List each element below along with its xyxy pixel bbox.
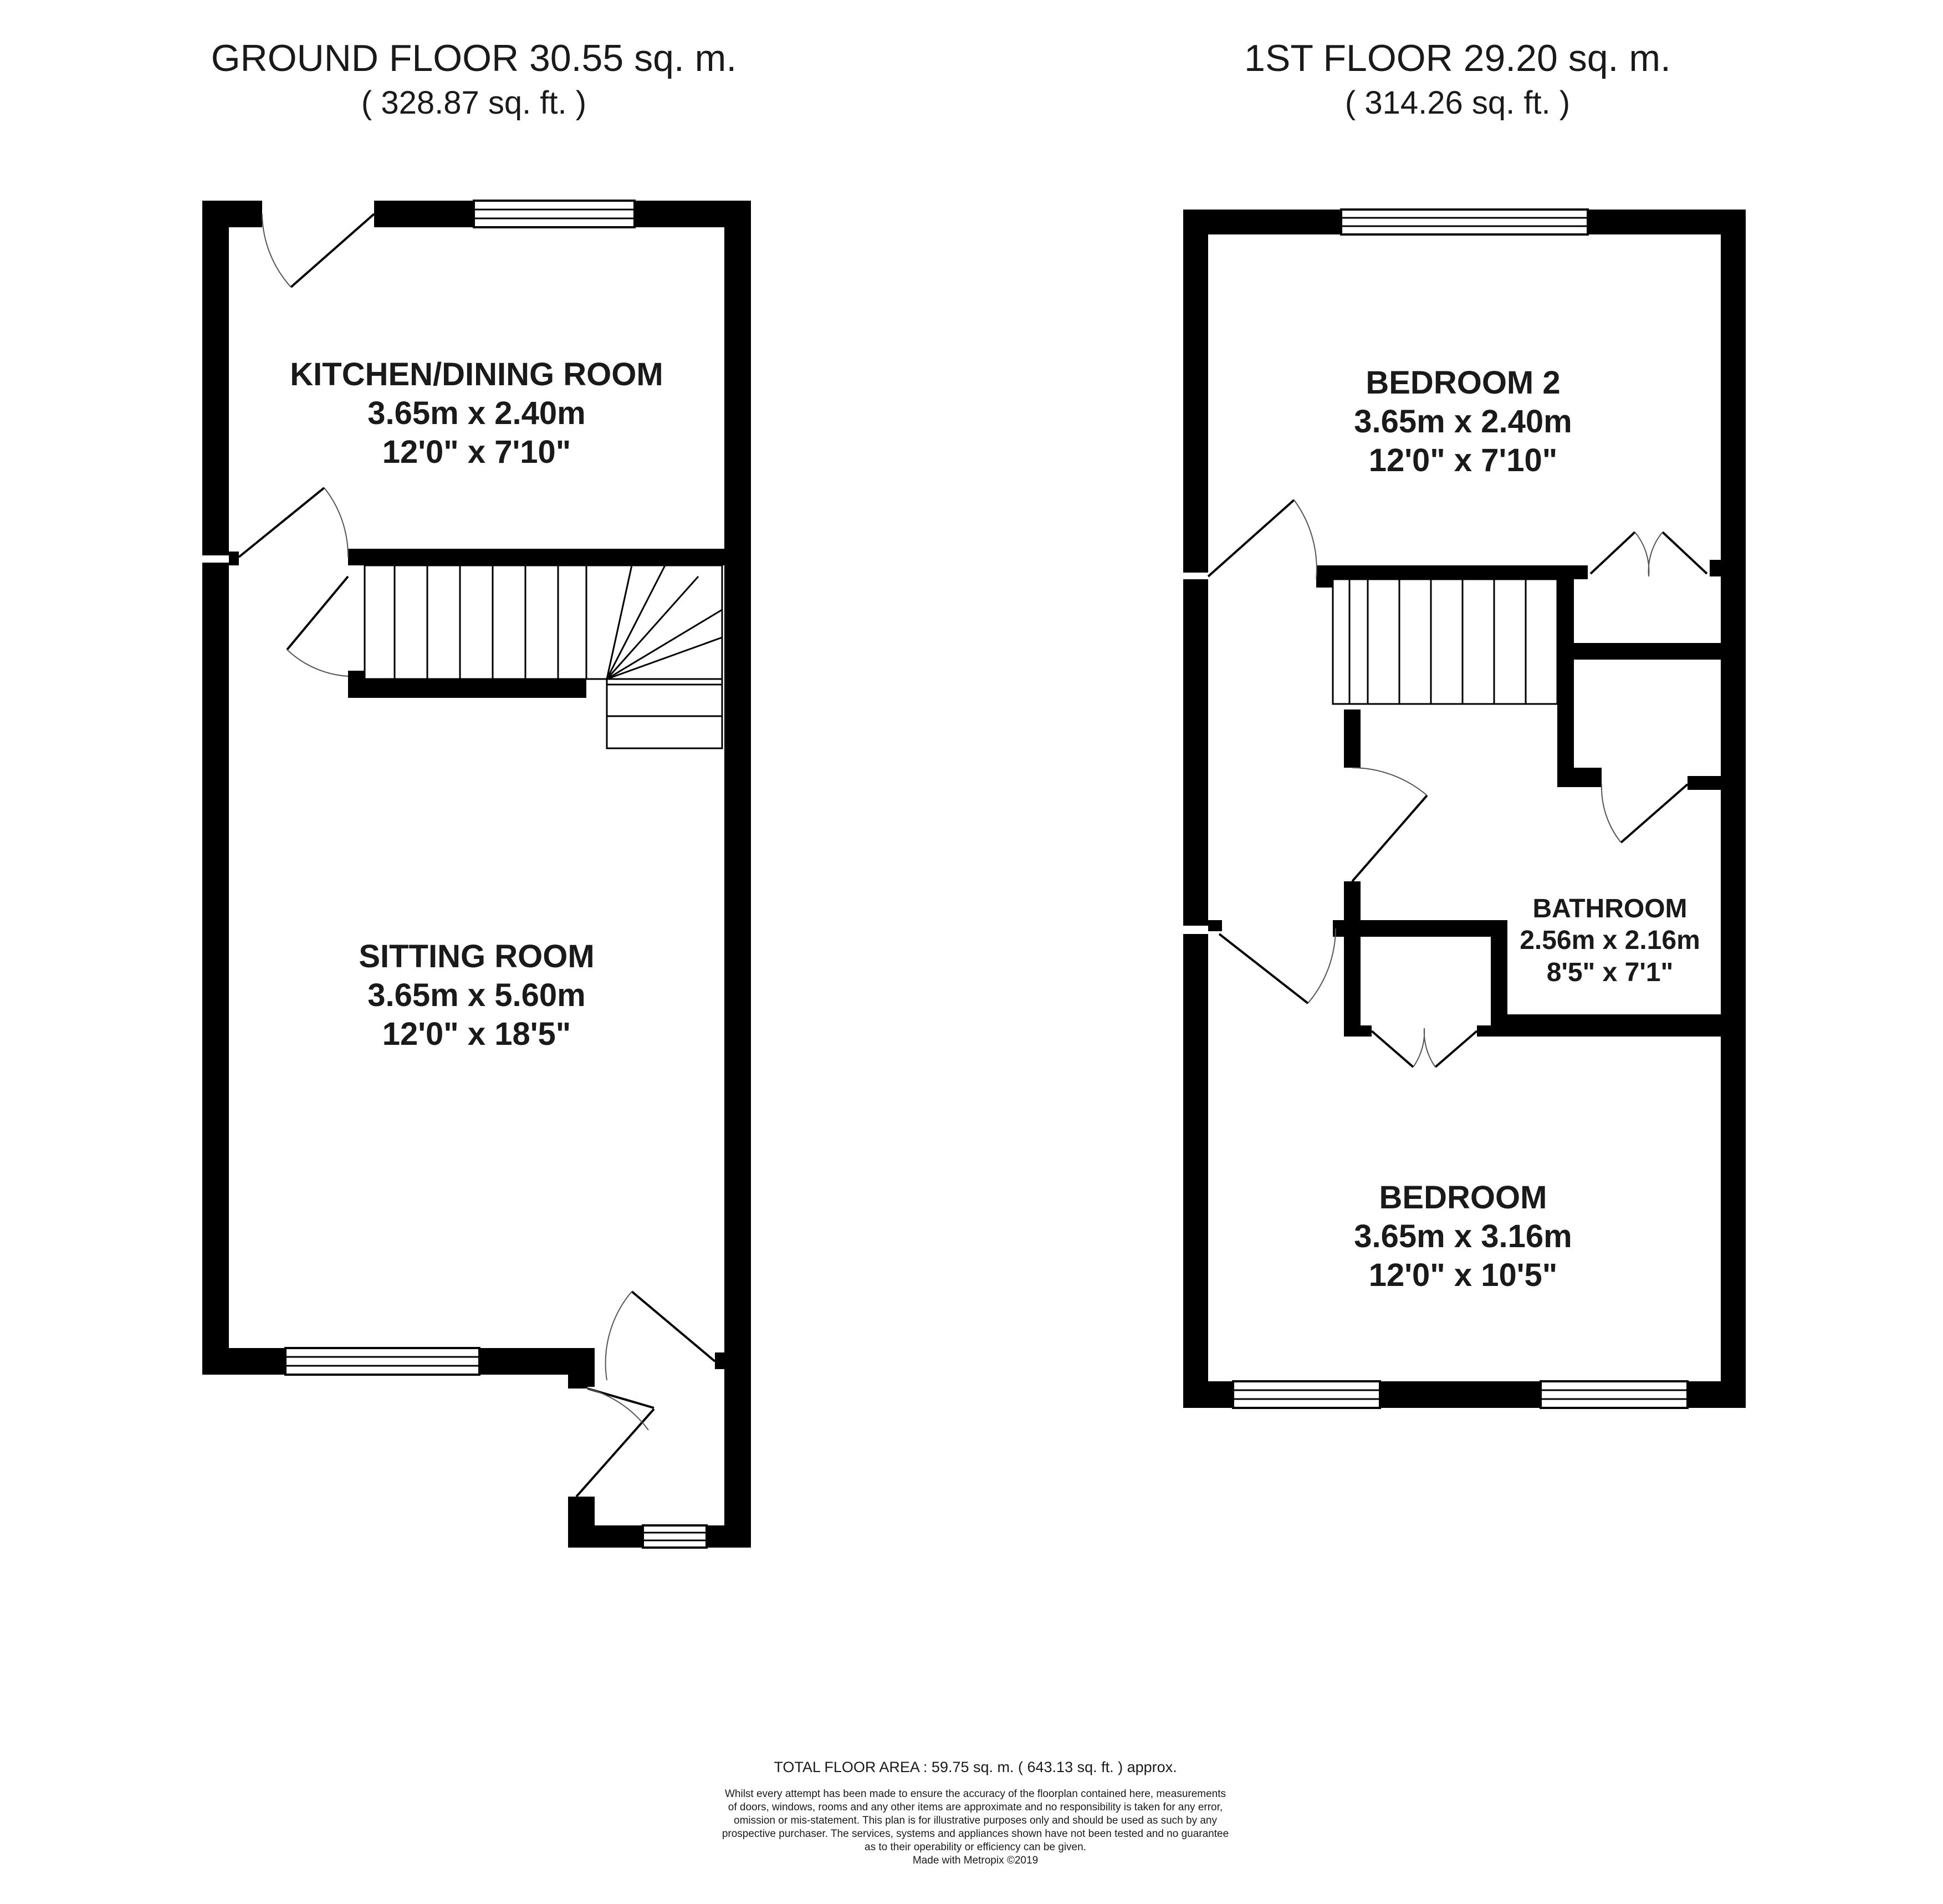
window-bedroom-left <box>1233 1381 1380 1408</box>
door-bedroom-2 <box>1208 500 1317 579</box>
window-bedroom-right <box>1541 1381 1688 1408</box>
ground-floor-plan <box>202 201 751 1548</box>
window-bedroom-2 <box>1341 210 1588 234</box>
disclaimer-line: prospective purchaser. The services, systems and appliances shown have not been tested and no guarantee <box>722 1828 1229 1840</box>
room-metric: 3.65m x 3.16m <box>1354 1218 1572 1254</box>
door-wardrobe <box>1372 1028 1477 1067</box>
door-bedroom <box>1219 928 1336 1003</box>
total-floor-area: TOTAL FLOOR AREA : 59.75 sq. m. ( 643.13 sq. ft. ) approx. <box>774 1759 1177 1775</box>
room-name: SITTING ROOM <box>359 938 595 974</box>
room-name: BATHROOM <box>1532 894 1688 923</box>
ground-floor-title: GROUND FLOOR 30.55 sq. m. <box>211 37 737 79</box>
window-kitchen <box>474 201 635 227</box>
room-name: BEDROOM <box>1379 1180 1547 1216</box>
room-imperial: 12'0" x 18'5" <box>382 1016 571 1052</box>
room-label-bedroom <box>1354 1180 1572 1293</box>
room-label-bedroom-2 <box>1354 365 1572 478</box>
first-floor-stairs <box>1333 579 1557 704</box>
disclaimer-line: Whilst every attempt has been made to ensure the accuracy of the floorplan contained here, measurements <box>724 1788 1226 1800</box>
room-metric: 3.65m x 5.60m <box>367 977 586 1013</box>
first-floor-plan <box>1183 210 1746 1408</box>
ground-floor-stairs <box>365 565 722 748</box>
door-cupboard-bedroom-2 <box>1591 532 1707 576</box>
room-label-bathroom <box>1520 894 1700 987</box>
disclaimer-line: of doors, windows, rooms and any other items are approximate and no responsibility is taken for any error, <box>728 1801 1223 1813</box>
window-sitting-room <box>285 1348 479 1375</box>
room-name: KITCHEN/DINING ROOM <box>290 356 663 392</box>
room-name: BEDROOM 2 <box>1366 365 1561 401</box>
room-label-sitting-room <box>359 938 594 1052</box>
room-imperial: 12'0" x 10'5" <box>1368 1257 1558 1293</box>
room-metric: 2.56m x 2.16m <box>1520 926 1700 955</box>
room-imperial: 12'0" x 7'10" <box>382 434 571 470</box>
room-imperial: 12'0" x 7'10" <box>1368 442 1558 478</box>
door-sitting-to-porch <box>606 1292 715 1380</box>
metropix-credit: Made with Metropix ©2019 <box>912 1855 1039 1866</box>
door-kitchen-back <box>262 214 374 287</box>
door-kitchen-inner <box>239 488 348 557</box>
room-imperial: 8'5" x 7'1" <box>1546 958 1674 987</box>
room-metric: 3.65m x 2.40m <box>367 395 586 431</box>
ground-floor-subtitle: ( 328.87 sq. ft. ) <box>361 85 587 121</box>
door-stair-cupboard <box>287 576 348 676</box>
footer <box>722 1759 1229 1866</box>
door-front <box>576 1389 654 1497</box>
disclaimer-line: omission or mis-statement. This plan is for illustrative purposes only and should be used as such by any <box>734 1815 1217 1826</box>
door-bathroom <box>1602 784 1688 843</box>
room-label-kitchen <box>290 356 663 470</box>
window-porch <box>643 1525 707 1548</box>
disclaimer-line: as to their operability or efficiency can be given. <box>865 1841 1086 1853</box>
room-metric: 3.65m x 2.40m <box>1354 404 1572 440</box>
first-floor-subtitle: ( 314.26 sq. ft. ) <box>1344 85 1571 121</box>
door-landing <box>1352 768 1427 881</box>
first-floor-title: 1ST FLOOR 29.20 sq. m. <box>1244 37 1671 79</box>
